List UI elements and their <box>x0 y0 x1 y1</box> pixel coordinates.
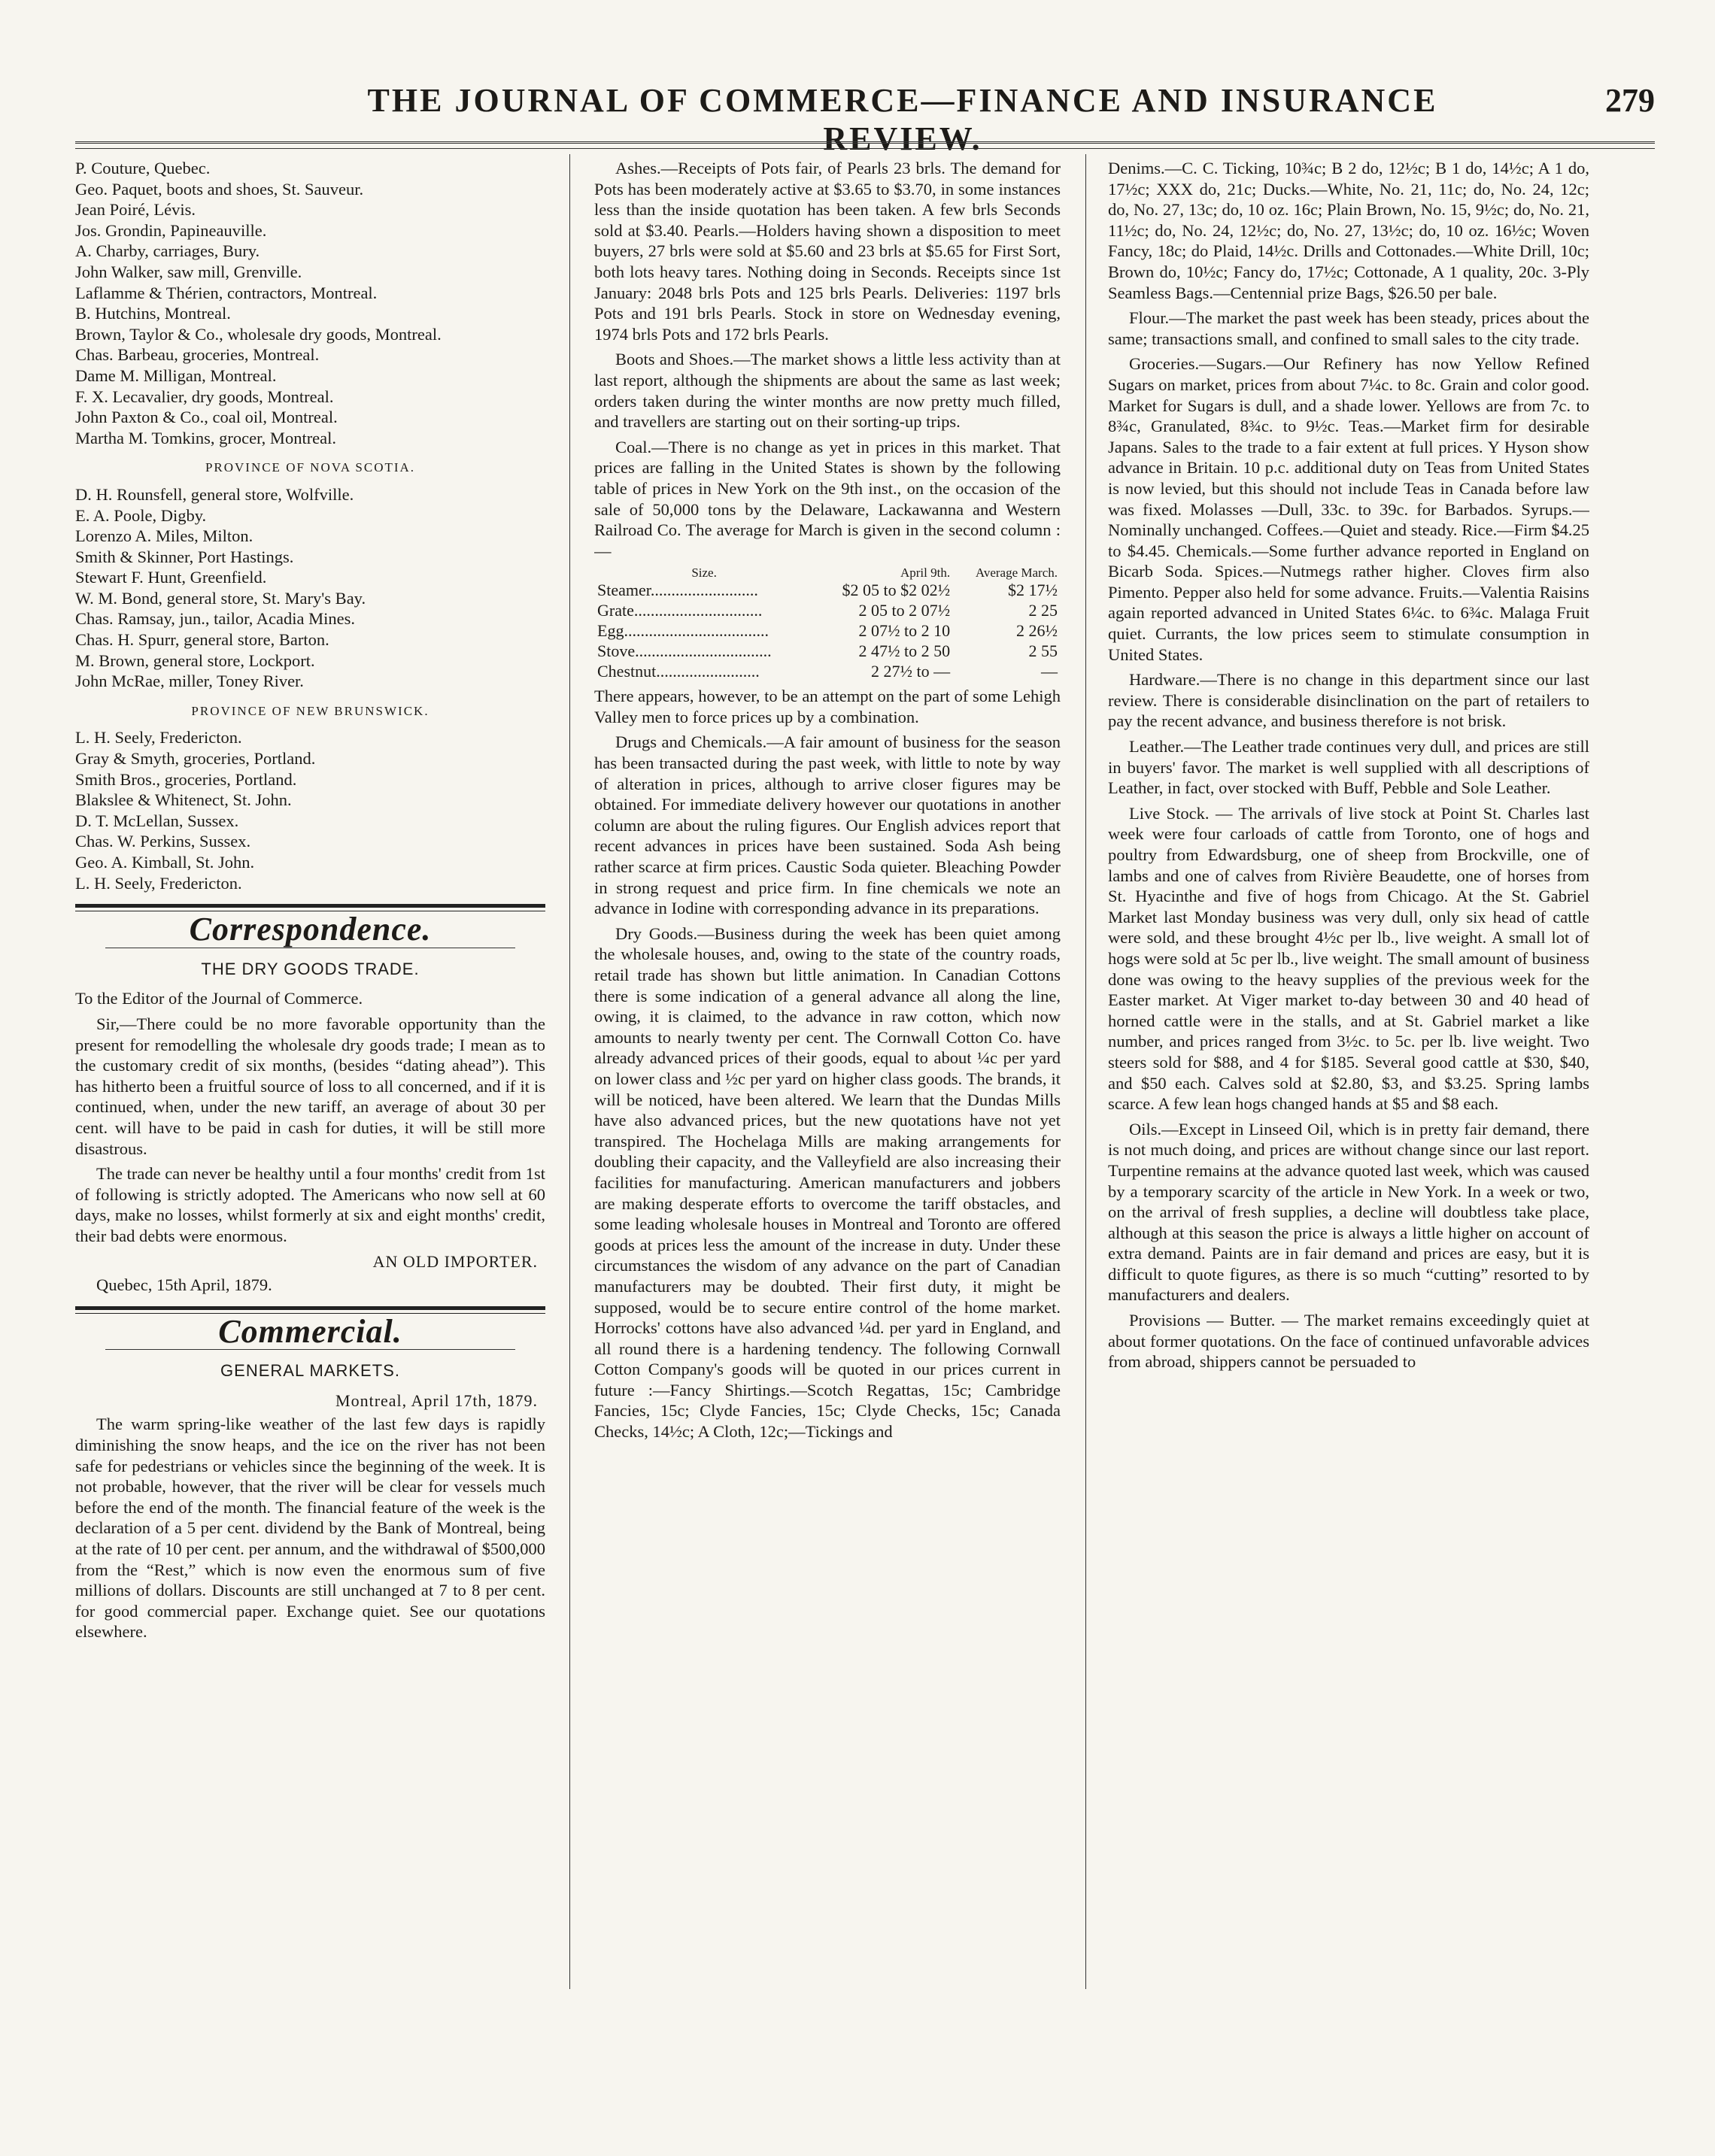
list-item: D. H. Rounsfell, general store, Wolfville. <box>75 484 354 504</box>
province-heading: PROVINCE OF NOVA SCOTIA. <box>205 460 416 475</box>
groceries-paragraph: Groceries.—Sugars.—Our Refinery has now Yellow Refined Sugars on market, prices from about 7¼c. to 8c. Grain and color good. Market for Sugars is dull, and a shade lower. Yellows are from 7c. to 8¾c, Granulated, 8¾c. to 9½c. Teas.—Market firm for desirable Japans. Sales to the trade to a fair extent at full prices. Y Hyson show advance in Britain. 10 p.c. additional duty on Teas from United States is now levied, but this should not include Teas in Canada before law was fixed. Molasses —Dull, 33c. to 39c. for Barbados. Syrups.—Nominally unchanged. Coffees.—Quiet and steady. Rice.—Firm $4.25 to $4.45. Chemicals.—Some further advance reported in England on Bicarb Soda. Spices.—Nutmegs rather higher. Cloves firm also Pimento. Pepper also held for some advance. Fruits.—Valentia Raisins again reported advanced in United States 6¼c. to 6¾c. Malaga Fruit quiet. Currants, the low prices seem to stimulate consumption in United States. <box>1108 354 1589 664</box>
page-number: 279 <box>1605 82 1655 119</box>
list-item: F. X. Lecavalier, dry goods, Montreal. <box>75 387 334 406</box>
table-row <box>594 580 1061 600</box>
salutation-line: To the Editor of the Journal of Commerce. <box>75 989 363 1008</box>
list-item: Laflamme & Thérien, contractors, Montreal. <box>75 283 378 302</box>
journal-title: THE JOURNAL OF COMMERCE—FINANCE AND INSURANCE REVIEW. <box>367 82 1438 157</box>
list-item: Dame M. Milligan, Montreal. <box>75 365 277 385</box>
table-cell: Stove................................. <box>597 641 772 661</box>
list-item: Martha M. Tomkins, grocer, Montreal. <box>75 428 337 447</box>
drugs-chemicals-paragraph: Drugs and Chemicals.—A fair amount of business for the season has been transacted during the past week, with little to note by way of alteration in prices, although to arrive closer figures may be obtained. For immediate delivery however our quotations in another column are about the ruling figures. Our English advices report that recent advances in prices have been sustained. Soda Ash being rather scarce at firm prices. Caustic Soda quieter. Bleaching Powder in strong request and price firm. In fine chemicals we note an advance in Iodine with corresponding advance in its preparations. <box>594 732 1061 918</box>
list-item: D. T. McLellan, Sussex. <box>75 811 239 830</box>
list-item: W. M. Bond, general store, St. Mary's Bay. <box>75 588 366 608</box>
list-item: Smith Bros., groceries, Portland. <box>75 769 297 789</box>
list-item: L. H. Seely, Fredericton. <box>75 728 242 747</box>
ashes-paragraph: Ashes.—Receipts of Pots fair, of Pearls 23 brls. The demand for Pots has been moderately active at $3.65 to $3.70, in some instances less than the inside quotation has been taken. A few brls Seconds sold at $3.40. Pearls.—Holders having shown a disposition to meet buyers, 27 brls were sold at $5.60 and 23 brls at $5.65 for First Sort, both lots heavy tares. Nothing doing in Seconds. Receipts since 1st January: 2048 brls Pots and 125 brls Pearls. Deliveries: 1197 brls Pots and 191 brls Pearls. Stock in store on Wednesday evening, 1974 brls Pots and 172 brls Pearls. <box>594 159 1061 344</box>
list-item: Jean Poiré, Lévis. <box>75 200 196 220</box>
table-cell: 2 05 to 2 07½ <box>858 601 951 620</box>
column-header: Average March. <box>975 566 1058 581</box>
column-header: April 9th. <box>900 566 951 581</box>
province-heading: PROVINCE OF NEW BRUNSWICK. <box>191 703 430 718</box>
column-1 <box>75 158 545 1993</box>
nova-scotia-list <box>75 484 545 692</box>
table-cell: Steamer.......................... <box>597 581 758 600</box>
letter-paragraph: The trade can never be healthy until a four months' credit from 1st of following is strictly adopted. The Americans who now sell at 60 days, make no losses, whilst formerly at six and eight months' credit, their bad debts were enormous. <box>75 1164 545 1245</box>
table-row <box>594 661 1061 681</box>
running-head <box>75 81 1655 157</box>
list-item: John McRae, miller, Toney River. <box>75 672 304 691</box>
table-row <box>594 620 1061 641</box>
live-stock-paragraph: Live Stock. — The arrivals of live stock at Point St. Charles last week were four carloads of cattle from Toronto, one of hogs and poultry from Edwardsburg, one of sheep from Brockville, one of lambs and one of calves from Rivière Beaudette, one of horses from St. Hyacinthe and five of hogs from Chicago. At the St. Gabriel Market last Monday business was very dull, only six head of cattle were sold, and these brought 4½c per lb., live weight. A small lot of hogs were sold at 5c per lb., live weight. The small amount of business done was owing to the heavy supplies of the previous week for the Easter market. At Viger market to-day between 30 and 40 head of horned cattle were in the stalls, and at St. Gabriel market a like number, and prices ranged from 3½c. to 5c. per lb. live weight. Two steers sold for $88, and 4 for $185. Several good cattle at $30, $40, and $50 each. Calves sold at $2.80, $3, and $3.25. Spring lambs scarce. A few lean hogs changed hands at $5 and $8 each. <box>1108 803 1589 1114</box>
list-item: A. Charby, carriages, Bury. <box>75 241 260 261</box>
article-paragraph: The warm spring-like weather of the last few days is rapidly diminishing the snow heaps, and the ice on the river has not been safe for pedestrians or vehicles since the beginning of the week. It is not probable, however, that the river will be clear for vessels much before the end of the month. The financial feature of the week is the declaration of a 5 per cent. dividend by the Bank of Montreal, being at the rate of 10 per cent. per annum, and the withdrawal of $500,000 from the “Rest,” which is now even the enormous sum of five millions of dollars. Discounts are still unchanged at 7 to 8 per cent. for good commercial paper. Exchange quiet. See our quotations elsewhere. <box>75 1415 545 1642</box>
list-item: L. H. Seely, Fredericton. <box>75 873 242 893</box>
list-item: Blakslee & Whitenect, St. John. <box>75 790 292 810</box>
list-item: Chas. W. Perkins, Sussex. <box>75 832 251 851</box>
list-item: Smith & Skinner, Port Hastings. <box>75 547 294 566</box>
list-item: Brown, Taylor & Co., wholesale dry goods, Montreal. <box>75 324 442 344</box>
table-cell: — <box>1041 662 1058 681</box>
correspondence-heading: Correspondence. <box>189 911 432 948</box>
table-row <box>594 600 1061 620</box>
header-rule <box>75 141 1655 149</box>
list-item: P. Couture, Quebec. <box>75 159 211 177</box>
column-3 <box>1108 158 1589 1993</box>
coal-price-table <box>594 566 1061 681</box>
table-cell: 2 07½ to 2 10 <box>858 621 951 641</box>
list-item: Geo. A. Kimball, St. John. <box>75 853 255 872</box>
letter-paragraph: Sir,—There could be no more favorable opportunity than the present for remodelling the wholesale dry goods trade; I mean as to the customary credit of six months, (besides “dating ahead”). This has hitherto been a fruitful source of loss to all concerned, and if it is continued, when, under the new tariff, an average of about 30 per cent. will have to be paid in cash for duties, it will be still more disastrous. <box>75 1014 545 1158</box>
leather-paragraph: Leather.—The Leather trade continues very dull, and prices are still in buyers' favor. The market is well supplied with all descriptions of Leather, in fact, over stocked with Buff, Pebble and Sole Leather. <box>1108 737 1589 798</box>
table-row <box>594 641 1061 661</box>
list-item: John Walker, saw mill, Grenville. <box>75 262 302 281</box>
boots-shoes-paragraph: Boots and Shoes.—The market shows a little less activity than at last report, although the shipments are about the same as last week; orders taken during the winter months are now pretty much filled, and travellers are starting out on their sorting-up trips. <box>594 350 1061 432</box>
table-header-row <box>594 566 1061 580</box>
column-header: Size. <box>691 566 717 581</box>
table-cell: Chestnut......................... <box>597 662 760 681</box>
table-cell: 2 25 <box>1028 601 1058 620</box>
list-item: Geo. Paquet, boots and shoes, St. Sauveur. <box>75 179 364 199</box>
coal-note: There appears, however, to be an attempt on the part of some Lehigh Valley men to force prices up by a combination. <box>594 687 1061 726</box>
list-item: Jos. Grondin, Papineauville. <box>75 220 267 240</box>
hardware-paragraph: Hardware.—There is no change in this department since our last review. There is considerable disinclination on the part of retailers to pay the recent advance, and business therefore is not brisk. <box>1108 670 1589 731</box>
list-item: John Paxton & Co., coal oil, Montreal. <box>75 408 338 427</box>
flour-paragraph: Flour.—The market the past week has been steady, prices about the same; transactions small, and confined to small sales to the city trade. <box>1108 308 1589 348</box>
column-2 <box>594 158 1061 1993</box>
table-cell: Grate............................... <box>597 601 763 620</box>
dry-goods-paragraph: Dry Goods.—Business during the week has been quiet among the wholesale houses, and, owing to the state of the country roads, retail trade has shown but little animation. In Canadian Cottons there is some indication of a general advance all along the line, owing, it is claimed, to the advance in raw cotton, which now amounts to nearly twenty per cent. The Cornwall Cotton Co. have already advanced prices of their goods, equal to about ¼c per yard on lower class and ½c per yard on higher class goods. The brands, it will be noticed, have been altered. We learn that the Dundas Mills have also advanced prices, but the new quotations have not yet transpired. The Hochelaga Mills are making arrangements for doubling their capacity, and the Valleyfield are also increasing their facilities for manufacturing. American manufacturers and jobbers are making desperate efforts to overcome the tariff obstacles, and some leading wholesale houses in Montreal and Toronto are offered goods at prices less the amount of the increase in duty. Under these circumstances the wisdom of any advance on the part of Canadian manufacturers may be doubted. Their first duty, it might be supposed, would be to secure entire control of the home market. Horrocks' cottons have also advanced ¼d. per yard in England, and all round there is a hardening tendency. The following Cornwall Cotton Company's goods will be quoted in our prices current in future :—Fancy Shirtings.—Scotch Regattas, 15c; Cambridge Fancies, 15c; Clyde Fancies, 15c; Clyde Checks, 15c; Canada Checks, 14½c; A Cloth, 12c;—Tickings and <box>594 923 1061 1442</box>
column-divider <box>569 154 570 1989</box>
quebec-insolvency-list <box>75 158 545 448</box>
table-cell: 2 47½ to 2 50 <box>858 641 951 661</box>
list-item: E. A. Poole, Digby. <box>75 505 207 525</box>
letter-dateline: Quebec, 15th April, 1879. <box>96 1275 272 1295</box>
provisions-paragraph: Provisions — Butter. — The market remains exceedingly quiet at about former quotations. On the face of continued unfavorable advices from abroad, shippers cannot be persuaded to <box>1108 1311 1589 1372</box>
oils-paragraph: Oils.—Except in Linseed Oil, which is in pretty fair demand, there is not much doing, and prices are without change since our last report. Turpentine remains at the advance quoted last week, which was caused by a temporary scarcity of the article in New York. In a week or two, on the arrival of fresh supplies, a decline will doubtless take place, although at this season the price is always a little higher on account of extra demand. Paints are in fair demand and prices are easy, but it is difficult to quote figures, as there is so much “cutting” resorted to by manufacturers and dealers. <box>1108 1119 1589 1305</box>
list-item: Chas. H. Spurr, general store, Barton. <box>75 630 329 650</box>
list-item: Chas. Barbeau, groceries, Montreal. <box>75 345 320 365</box>
letter-signature: AN OLD IMPORTER. <box>372 1251 538 1271</box>
list-item: Lorenzo A. Miles, Milton. <box>75 526 253 546</box>
coal-paragraph: Coal.—There is no change as yet in prices in this market. That prices are falling in the United States is shown by the following table of prices in New York on the 9th inst., on the occasion of the sale of 50,000 tons by the Delaware, Lackawanna and Western Railroad Co. The average for March is given in the second column :— <box>594 437 1061 560</box>
new-brunswick-list <box>75 727 545 893</box>
list-item: M. Brown, general store, Lockport. <box>75 650 315 670</box>
denims-paragraph: Denims.—C. C. Ticking, 10¾c; B 2 do, 12½c; B 1 do, 14½c; A 1 do, 17½c; XXX do, 21c; Ducks.—White, No. 21, 11c; do, No. 24, 12c; do, No. 27, 13c; do, 10 oz. 16c; Plain Brown, No. 15, 9½c; do, No. 21, 11½c; do, No. 24, 12½c; do, No. 27, 13½c; do, 10 oz. 16½c; Woven Fancy, 18c; do Plaid, 14½c. Drills and Cottonades.—White Drill, 10c; Brown do, 10½c; Fancy do, 17½c; Cottonade, A 1 quality, 20c. 3-Ply Seamless Bags.—Centennial prize Bags, $26.50 per bale. <box>1108 159 1589 302</box>
table-cell: 2 55 <box>1028 641 1058 661</box>
list-item: Stewart F. Hunt, Greenfield. <box>75 568 267 587</box>
table-cell: 2 26½ <box>1016 621 1058 641</box>
table-cell: Egg................................... <box>597 621 769 641</box>
list-item: B. Hutchins, Montreal. <box>75 304 231 323</box>
table-cell: $2 17½ <box>1008 581 1058 600</box>
article-title: THE DRY GOODS TRADE. <box>201 959 420 978</box>
column-divider <box>1085 154 1086 1989</box>
list-item: Chas. Ramsay, jun., tailor, Acadia Mines. <box>75 609 355 629</box>
list-item: Gray & Smyth, groceries, Portland. <box>75 749 316 769</box>
article-title: GENERAL MARKETS. <box>220 1361 400 1381</box>
table-cell: $2 05 to $2 02½ <box>842 581 951 600</box>
table-cell: 2 27½ to — <box>870 662 951 681</box>
commercial-heading: Commercial. <box>218 1312 402 1350</box>
article-dateline: Montreal, April 17th, 1879. <box>335 1390 538 1410</box>
